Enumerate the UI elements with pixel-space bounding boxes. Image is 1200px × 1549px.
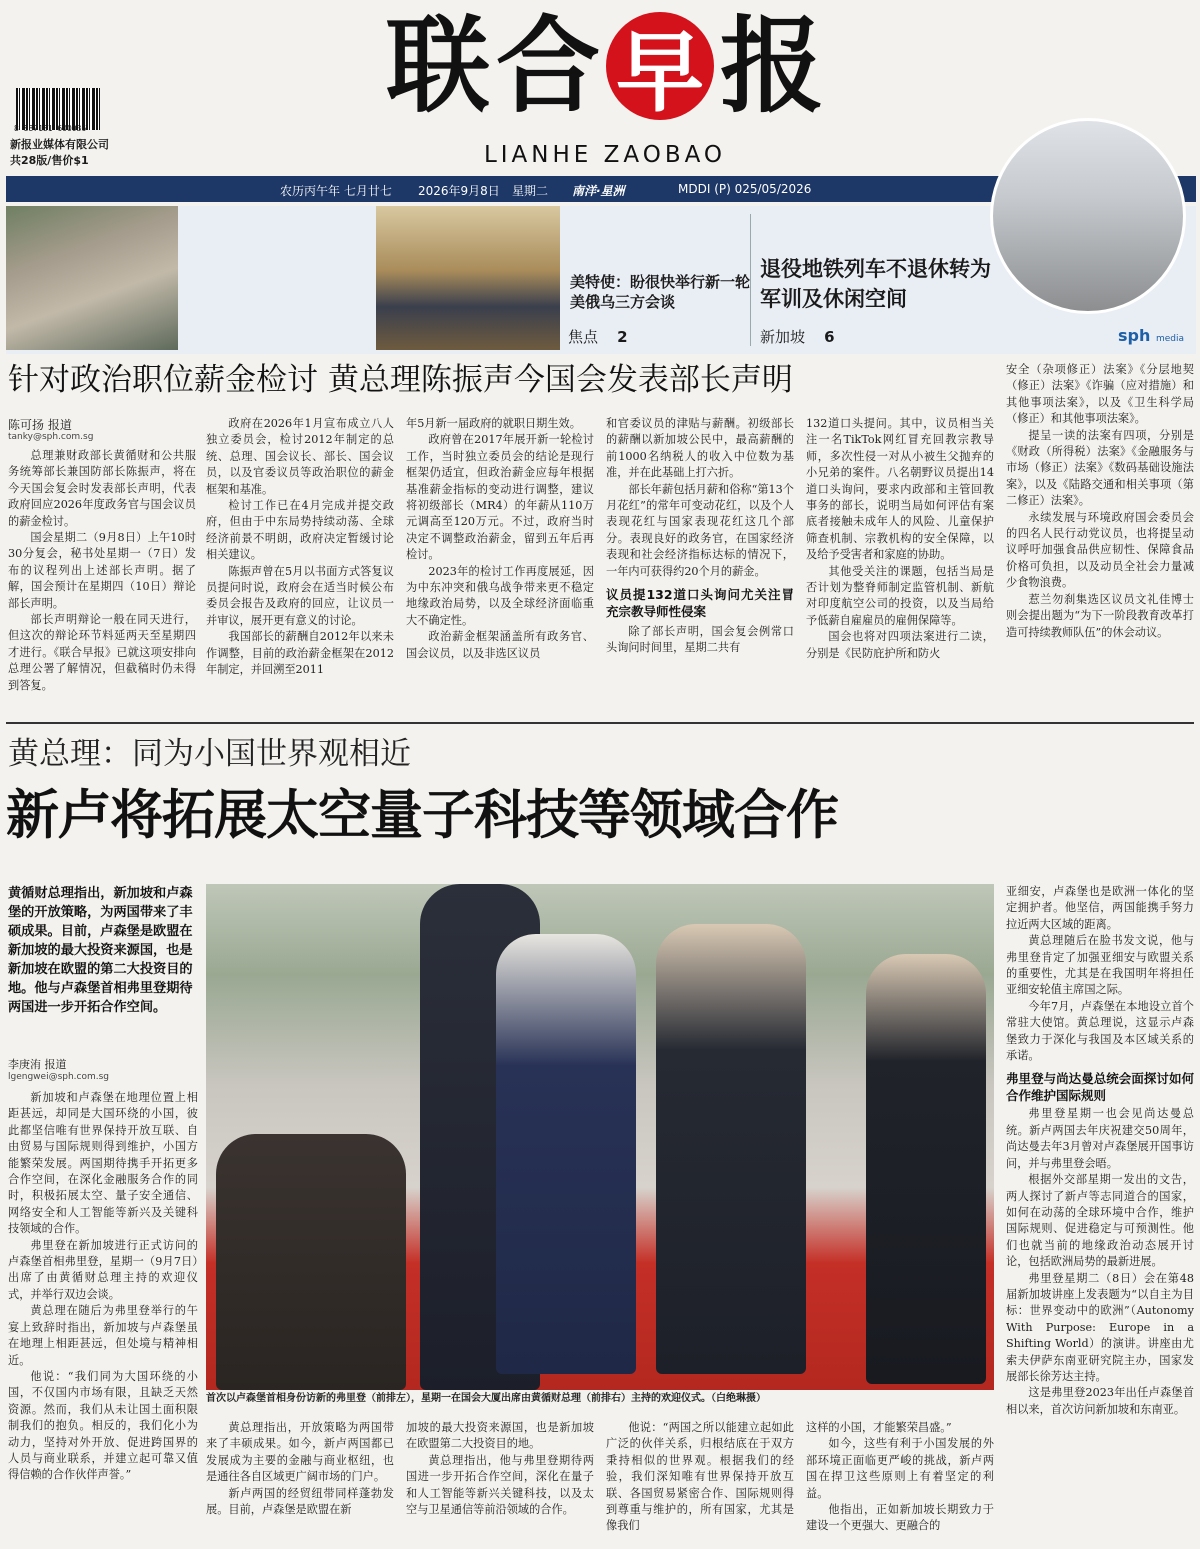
sph-media-logo (1118, 326, 1184, 345)
paragraph: 惹兰勿刹集选区议员文礼佳博士则会提出题为“为下一阶段教育改革打造可持续教师队伍”的休会动议。 (1006, 592, 1194, 639)
publisher-name: 新报业媒体有限公司 (10, 138, 109, 151)
paragraph: 如今，这些有利于小国发展的外部环境正面临更严峻的挑战，新卢两国在捍卫这些原则上有着坚定的利益。 (806, 1437, 994, 1500)
photo-figure (216, 1134, 406, 1390)
story1-subhead: 议员提132道口头询问尤关注冒充宗教导师性侵案 (606, 587, 794, 620)
paragraph: 陈振声曾在5月以书面方式答复议员提问时说，政府会在适当时候公布委员会报告及政府的回应，让议员一并审议，展开更有意义的讨论。 (206, 564, 394, 627)
paragraph: 这样的小国，才能繁荣昌盛。” (806, 1421, 952, 1434)
paragraph: 提呈一读的法案有四项，分别是《财政（所得税）法案》《金融服务与市场（修正）法案》《数码基础设施法案》，以及《陆路交通和相关事项（第二修正）法案》。 (1006, 428, 1194, 508)
section-divider (6, 722, 1194, 724)
paragraph: 检讨工作已在4月完成并提交政府，但由于中东局势持续动荡、全球经济前景不明朗，政府决定暂缓讨论相关建议。 (206, 499, 394, 562)
story2-lede: 黄循财总理指出，新加坡和卢森堡的开放策略，为两国带来了丰硕成果。目前，卢森堡是欧盟在新加坡的最大投资来源国，也是新加坡在欧盟的第二大投资目的地。他与卢森堡首相弗里登期待两国进一步开拓合作空间。 (8, 886, 193, 1015)
newspaper-logo (345, 6, 865, 126)
story2-right-column (1006, 884, 1194, 1544)
paragraph: 新加坡和卢森堡在地理位置上相距甚远，却同是大国环绕的小国，彼此都坚信唯有世界保持开放互联、自由贸易与国际规则得到维护，小国方能繁荣发展。两国期待携手开拓更多合作空间，在深化金融服务合作的同时，积极拓展太空、量子安全通信、网络安全和人工智能等新兴及关键科技领域的合作。 (8, 1091, 198, 1236)
paragraph: 他说：“两国之所以能建立起如此广泛的伙伴关系，归根结底在于双方秉持相似的世界观。根据我们的经验，我们深知唯有世界保持开放互联、各国贸易紧密合作、国际规则得到尊重与维护的，所有国家，尤其是像我们 (606, 1421, 794, 1533)
teaser-title-ukraine-talks[interactable]: 美特使：盼很快举行新一轮美俄乌三方会谈 (570, 273, 751, 311)
paragraph: 黄总理指出，开放策略为两国带来了丰硕成果。如今，新卢两国都已发展成为主要的金融与商业枢纽，也是通往各自区域更广阔市场的门户。 (206, 1421, 394, 1484)
paragraph: 2023年的检讨工作再度展延，因为中东冲突和俄乌战争带来更不稳定地缘政治局势，以及全球经济面临重大不确定性。 (406, 564, 594, 627)
story1-byline: 陈可扬 报道 (8, 418, 72, 432)
paragraph: 国会也将对四项法案进行二读，分别是《民防庇护所和防火 (806, 630, 994, 660)
story1-headline[interactable]: 针对政治职位薪金检讨 黄总理陈振声今国会发表部长声明 (8, 362, 793, 398)
paragraph: 其他受关注的课题，包括当局是否计划为整脊师制定监管机制、新航对印度航空公司的投资，以及当局给予低薪自雇雇员的雇佣保障等。 (806, 564, 994, 627)
story2-subhead: 弗里登与尚达曼总统会面探讨如何合作维护国际规则 (1006, 1071, 1194, 1104)
teaser-divider (750, 214, 751, 346)
story1-column-4 (606, 416, 794, 714)
logo-sun-icon: 早 (606, 12, 714, 120)
paragraph: 根据外交部星期一发出的文告，两人探讨了新卢等志同道合的国家，如何在动荡的全球环境中合作，维护国际规则、促进稳定与可预测性。他们也就当前的地缘政治动态展开讨论，包括欧洲局势的最新进展。 (1006, 1173, 1194, 1269)
lunar-date: 农历丙午年 七月廿七 (280, 184, 392, 198)
page-number: 6 (824, 328, 835, 346)
photo-figure (496, 934, 636, 1374)
story2-bottom-column-1 (206, 1420, 394, 1544)
paragraph: 年5月新一届政府的就职日期生效。 (406, 417, 581, 430)
sph-suffix: media (1155, 334, 1184, 344)
story1-column-2 (206, 416, 394, 714)
logo-char-1: 联 (385, 4, 490, 127)
paragraph: 总理兼财政部长黄循财和公共服务统筹部长兼国防部长陈振声，将在今天国会复会时发表部长声明，代表政府回应2026年度政务官与国会议员的薪金检讨。 (8, 449, 196, 528)
teaser-photo-students[interactable] (6, 206, 178, 350)
story1-column-5 (806, 416, 994, 714)
story2-bottom-column-3 (606, 1420, 794, 1544)
paragraph: 黄总理指出，他与弗里登期待两国进一步开拓合作空间，深化在量子和人工智能等新兴关键科技，以及太空与卫星通信等前沿领域的合作。 (406, 1453, 594, 1517)
paragraph: 黄总理在随后为弗里登举行的午宴上致辞时指出，新加坡与卢森堡虽在地理上相距甚远，但处境与精神相近。 (8, 1304, 198, 1367)
page-number: 2 (617, 328, 628, 346)
photo-figure (656, 924, 806, 1374)
story2-bottom-column-2 (406, 1420, 594, 1544)
paragraph: 亚细安，卢森堡也是欧洲一体化的坚定拥护者。他坚信，两国能携手努力拉近两大区域的距离。 (1006, 885, 1194, 931)
paragraph: 新卢两国的经贸纽带同样蓬勃发展。目前，卢森堡是欧盟在新 (206, 1486, 394, 1517)
paragraph: 弗里登星期一也会见尚达曼总统。新卢两国去年庆祝建交50周年，尚达曼去年3月曾对卢森堡展开国事访问，并与弗里登会晤。 (1006, 1107, 1194, 1170)
paragraph: 除了部长声明，国会复会例常口头询问时间里，星期二共有 (606, 625, 794, 655)
section-label: 焦点 (568, 328, 599, 346)
section-label: 新加坡 (760, 328, 806, 346)
paragraph: 他说：“我们同为大国环绕的小国，不仅国内市场有限，且缺乏天然资源。然而，我们从未让国土面积限制我们的抱负。相反的，我们化小为动力，坚持对外开放、促进跨国界的人员与商业联系，并建立起可靠又值得信赖的合作伙伴声誉。” (8, 1369, 198, 1482)
story1-column-3 (406, 416, 594, 714)
main-photo-welcome-ceremony[interactable] (206, 884, 994, 1390)
paragraph: 我国部长的薪酬自2012年以来未作调整，目前的政治薪金框架在2012年制定，并回溯至2011 (206, 630, 394, 677)
story2-headline[interactable]: 新卢将拓展太空量子科技等领域合作 (6, 785, 838, 846)
edition-price: 共28版/售价$1 (10, 154, 89, 167)
barcode-number: 8 887181 600036 (14, 124, 87, 133)
paragraph: 安全（杂项修正）法案》《分层地契（修正）法案》《诈骗（应对措施）和其他事项法案》，以及《卫生科学局（修正）和其他事项法案》。 (1006, 363, 1194, 426)
weekday: 星期二 (512, 184, 549, 198)
paragraph: 部长声明辩论一般在同天进行，但这次的辩论环节料延两天至星期四才进行。《联合早报》已就这项安排向总理公署了解情况，但截稿时仍未得到答复。 (8, 613, 196, 692)
mddi-number: MDDI (P) 025/05/2026 (678, 182, 812, 196)
paragraph: 部长年薪包括月薪和俗称“第13个月花红”的常年可变动花红，以及个人表现花红与国家表现花红这几个部分。表现良好的政务官，在国家经济表现和社会经济指标达标的情况下，一年内可获得约20个月的薪金。 (606, 482, 794, 578)
photo-caption: 首次以卢森堡首相身份访新的弗里登（前排左），星期一在国会大厦出席由黄循财总理（前排右）主持的欢迎仪式。（白绝琳摄） (206, 1393, 766, 1404)
sph-brand: sph (1118, 326, 1151, 345)
paragraph: 永续发展与环境政府国会委员会的四名人民行动党议员，也将提呈动议呼吁加强食品供应韧性、保障食品价格可负担，以及动员全社会力量减少食物浪费。 (1006, 510, 1194, 590)
nanyang-brand: 南洋·星洲 (572, 184, 625, 198)
paragraph: 这是弗里登2023年出任卢森堡首相以来，首次访问新加坡和东南亚。 (1006, 1386, 1194, 1416)
paragraph: 政府在2026年1月宣布成立八人独立委员会，检讨2012年制定的总统、总理、国会议长、部长、国会议员，以及官委议员等政治职位的薪金框架和基准。 (206, 417, 394, 496)
paragraph: 加坡的最大投资来源国，也是新加坡在欧盟第二大投资目的地。 (406, 1421, 594, 1451)
teaser-section-focus (568, 326, 628, 347)
logo-char-4: 报 (720, 4, 825, 127)
paragraph: 国会星期二（9月8日）上午10时30分复会，秘书处星期一（7日）发布的议程列出上述部长声明。据了解，国会预计在星期四（10日）辩论部长声明。 (8, 531, 196, 610)
teaser-photo-train-interior[interactable] (990, 118, 1186, 314)
story1-email[interactable]: tanky@sph.com.sg (8, 432, 94, 442)
story1-column-1 (8, 448, 196, 714)
issue-date: 2026年9月8日 (418, 184, 500, 198)
logo-char-2: 合 (495, 4, 600, 127)
story1-column-6 (1006, 362, 1194, 714)
paragraph: 政治薪金框架涵盖所有政务官、国会议员，以及非选区议员 (406, 630, 594, 660)
paragraph: 弗里登星期二（8日）会在第48届新加坡讲座上发表题为“以自主为目标：世界变动中的欧洲”（Autonomy With Purpose: Europe in a Shifting World）的演讲。讲座由尤索夫伊萨东南亚研究院主办，国家发展部长徐芳达主持。 (1006, 1271, 1194, 1383)
paragraph: 黄总理随后在脸书发文说，他与弗里登肯定了加强亚细安与欧盟关系的重要性，尤其是在我国明年将担任亚细安轮值主席国之际。 (1006, 934, 1194, 997)
paragraph: 今年7月，卢森堡在本地设立首个常驻大使馆。黄总理说，这显示卢森堡致力于深化与我国及本区域关系的承诺。 (1006, 999, 1194, 1063)
paragraph: 政府曾在2017年展开新一轮检讨工作，当时独立委员会的结论是现行框架仍适宜，但政治薪金应每年根据基准薪金指标的变动进行调整，建议将初级部长（MR4）的年薪从110万元调高至120万元。不过，政府当时决定不调整政治薪金，留到五年后再检讨。 (406, 433, 594, 562)
paragraph: 弗里登在新加坡进行正式访问的卢森堡首相弗里登，星期一（9月7日）出席了由黄循财总理主持的欢迎仪式，并举行双边会谈。 (8, 1238, 198, 1301)
paragraph: 132道口头提问。其中，议员相当关注一名TikTok网红冒充回教宗教导师，多次性侵一对从小被生父抛弃的小兄弟的案件。八名朝野议员提出14道口头询问，要求内政部和主管回教事务的部长，说明当局如何评估有案底者接触未成年人的风险、儿童保护筛查机制、宗教机构的安全保障，以及给予受害者和家庭的协助。 (806, 417, 994, 562)
logo-english: LIANHE ZAOBAO (483, 142, 727, 168)
paragraph: 和官委议员的津贴与薪酬。初级部长的薪酬以新加坡公民中，最高薪酬的前1000名纳税人的收入中位数为基准，并在此基础上打六折。 (606, 417, 794, 480)
teaser-section-singapore (760, 326, 835, 347)
story2-kicker[interactable]: 黄总理：同为小国世界观相近 (8, 736, 411, 772)
paragraph: 他指出，正如新加坡长期致力于建设一个更强大、更融合的 (806, 1503, 994, 1533)
story2-byline: 李庚洧 报道 (8, 1058, 67, 1071)
story2-email[interactable]: lgengwei@sph.com.sg (8, 1072, 110, 1082)
teaser-photo-meeting[interactable] (376, 206, 560, 350)
photo-figure (866, 954, 986, 1384)
story2-left-column (8, 1090, 198, 1542)
story2-bottom-column-4 (806, 1420, 994, 1544)
teaser-title-mrt-trains[interactable]: 退役地铁列车不退休转为军训及休闲空间 (760, 257, 991, 311)
